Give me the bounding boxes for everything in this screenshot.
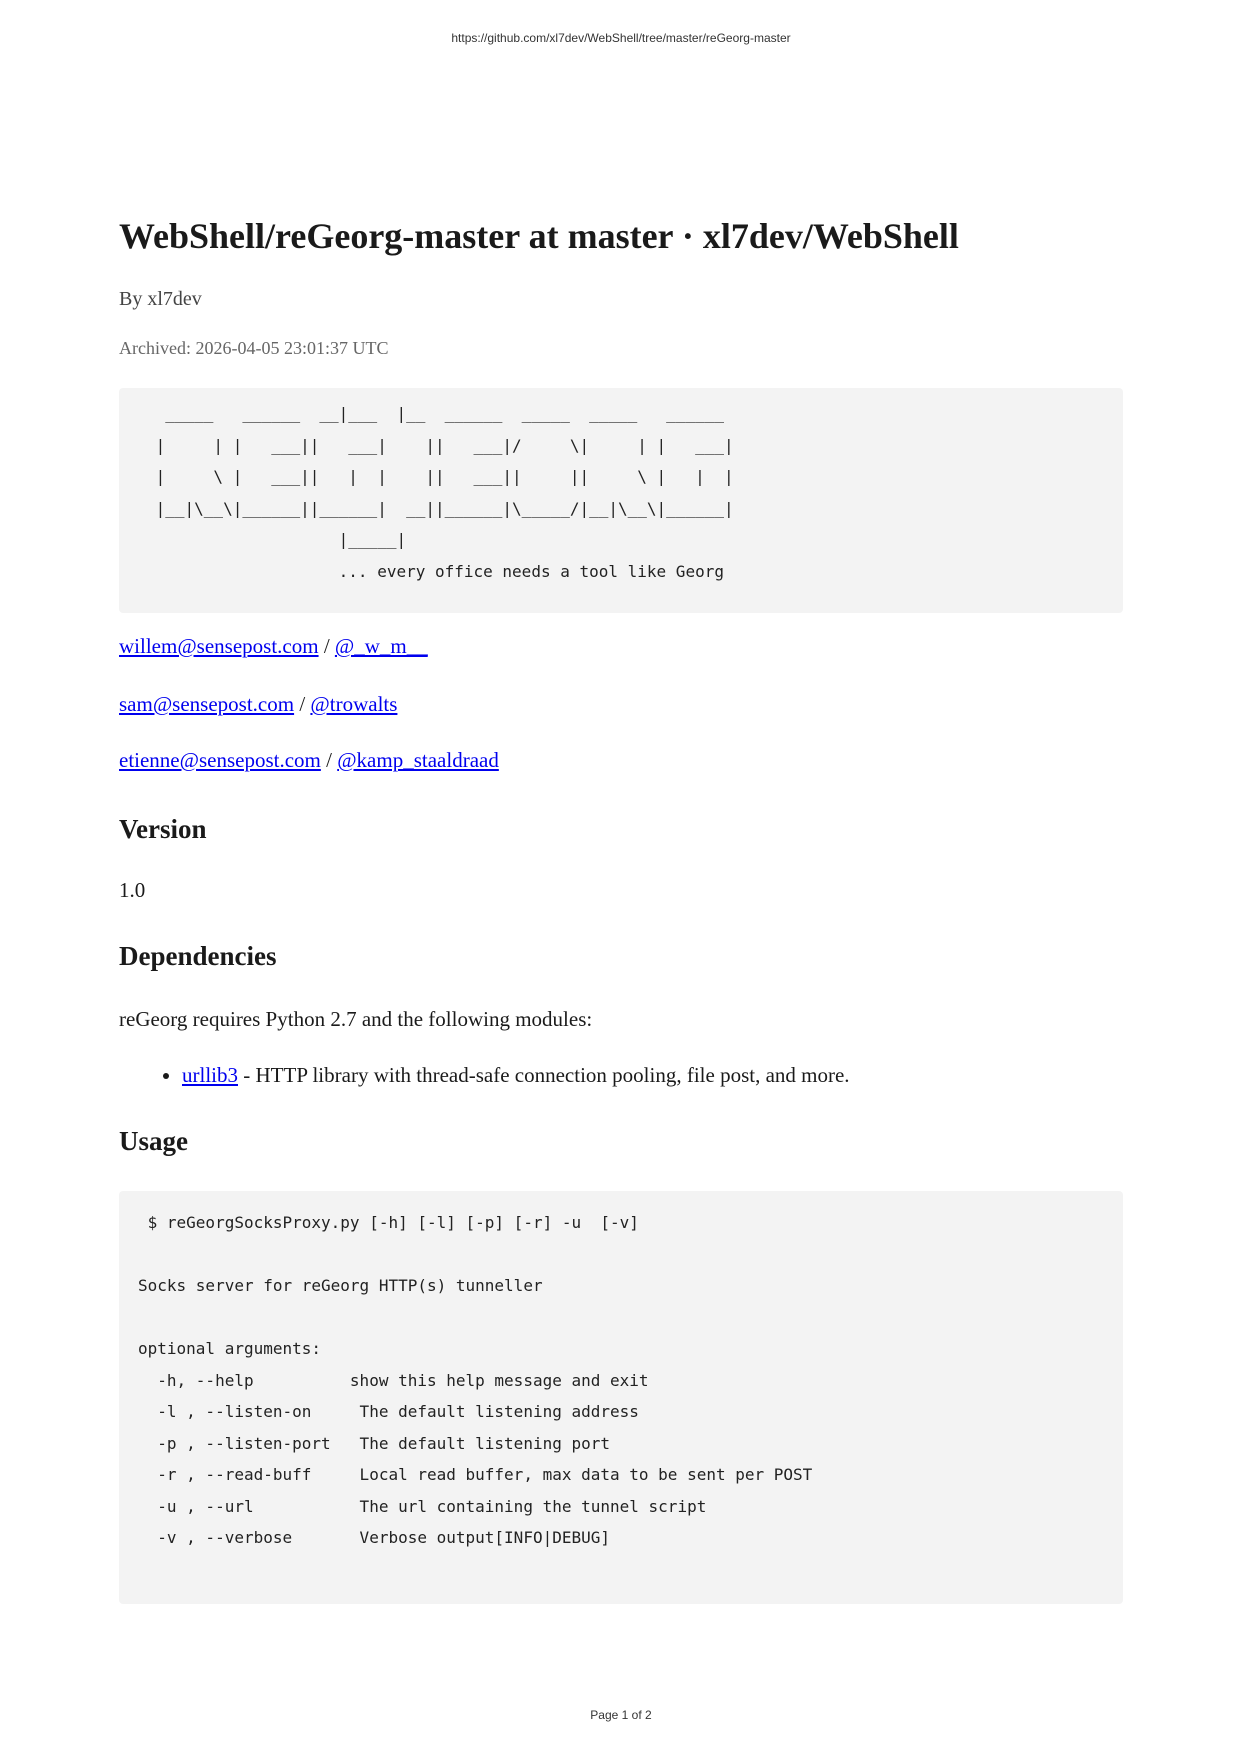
- dependencies-list: [119, 1063, 850, 1088]
- version-value: 1.0: [119, 878, 146, 902]
- contact-separator: /: [320, 748, 338, 772]
- byline: By xl7dev: [119, 288, 202, 310]
- list-item: [182, 1063, 850, 1088]
- contact-line-etienne: [119, 748, 499, 773]
- email-link-sam[interactable]: sam@sensepost.com: [119, 692, 295, 716]
- usage-code-block: $ reGeorgSocksProxy.py [-h] [-l] [-p] [-r] -u [-v] Socks server for reGeorg HTTP(s) tunneller optional arguments: -h, --help show this help message and exit -l , --listen-on The default listening address -p , --listen-port The default listening port -r , --read-buff Local read buffer, max data to be sent per POST -u , --url The url containing the tunnel script -v , --verbose Verbose output[INFO|DEBUG]: [119, 1191, 1123, 1604]
- usage-heading: Usage: [119, 1126, 188, 1156]
- dependencies-heading: Dependencies: [119, 941, 277, 971]
- archived-timestamp: Archived: 2026-04-05 23:01:37 UTC: [119, 338, 389, 358]
- email-link-willem[interactable]: willem@sensepost.com: [119, 634, 319, 658]
- page-number: Page 1 of 2: [590, 1708, 652, 1722]
- dependency-description: - HTTP library with thread-safe connection pooling, file post, and more.: [238, 1063, 850, 1087]
- contact-line-willem: [119, 634, 428, 659]
- handle-link-etienne[interactable]: @kamp_staaldraad: [337, 748, 499, 772]
- handle-link-sam[interactable]: @trowalts: [310, 692, 398, 716]
- contact-separator: /: [294, 692, 311, 716]
- email-link-etienne[interactable]: etienne@sensepost.com: [119, 748, 321, 772]
- contact-line-sam: [119, 692, 397, 717]
- handle-link-willem[interactable]: @_w_m__: [334, 634, 428, 658]
- ascii-banner-code-block: _____ ______ __|___ |__ ______ _____ _____ ______ | | | ___|| ___| || ___|/ \| | | ___| | \ | ___|| | | || ___|| || \ | | | |__|\__\|______||______| __||______|\_____/|__|\__\|______| |_____| ... every office needs a tool like Georg: [119, 388, 1123, 613]
- dependencies-intro: reGeorg requires Python 2.7 and the following modules:: [119, 1007, 593, 1031]
- contact-separator: /: [318, 634, 335, 658]
- version-heading: Version: [119, 814, 207, 844]
- page-url-header: https://github.com/xl7dev/WebShell/tree/master/reGeorg-master: [451, 31, 791, 45]
- urllib3-link[interactable]: urllib3: [182, 1063, 238, 1087]
- page-title: WebShell/reGeorg-master at master · xl7dev/WebShell: [119, 216, 959, 256]
